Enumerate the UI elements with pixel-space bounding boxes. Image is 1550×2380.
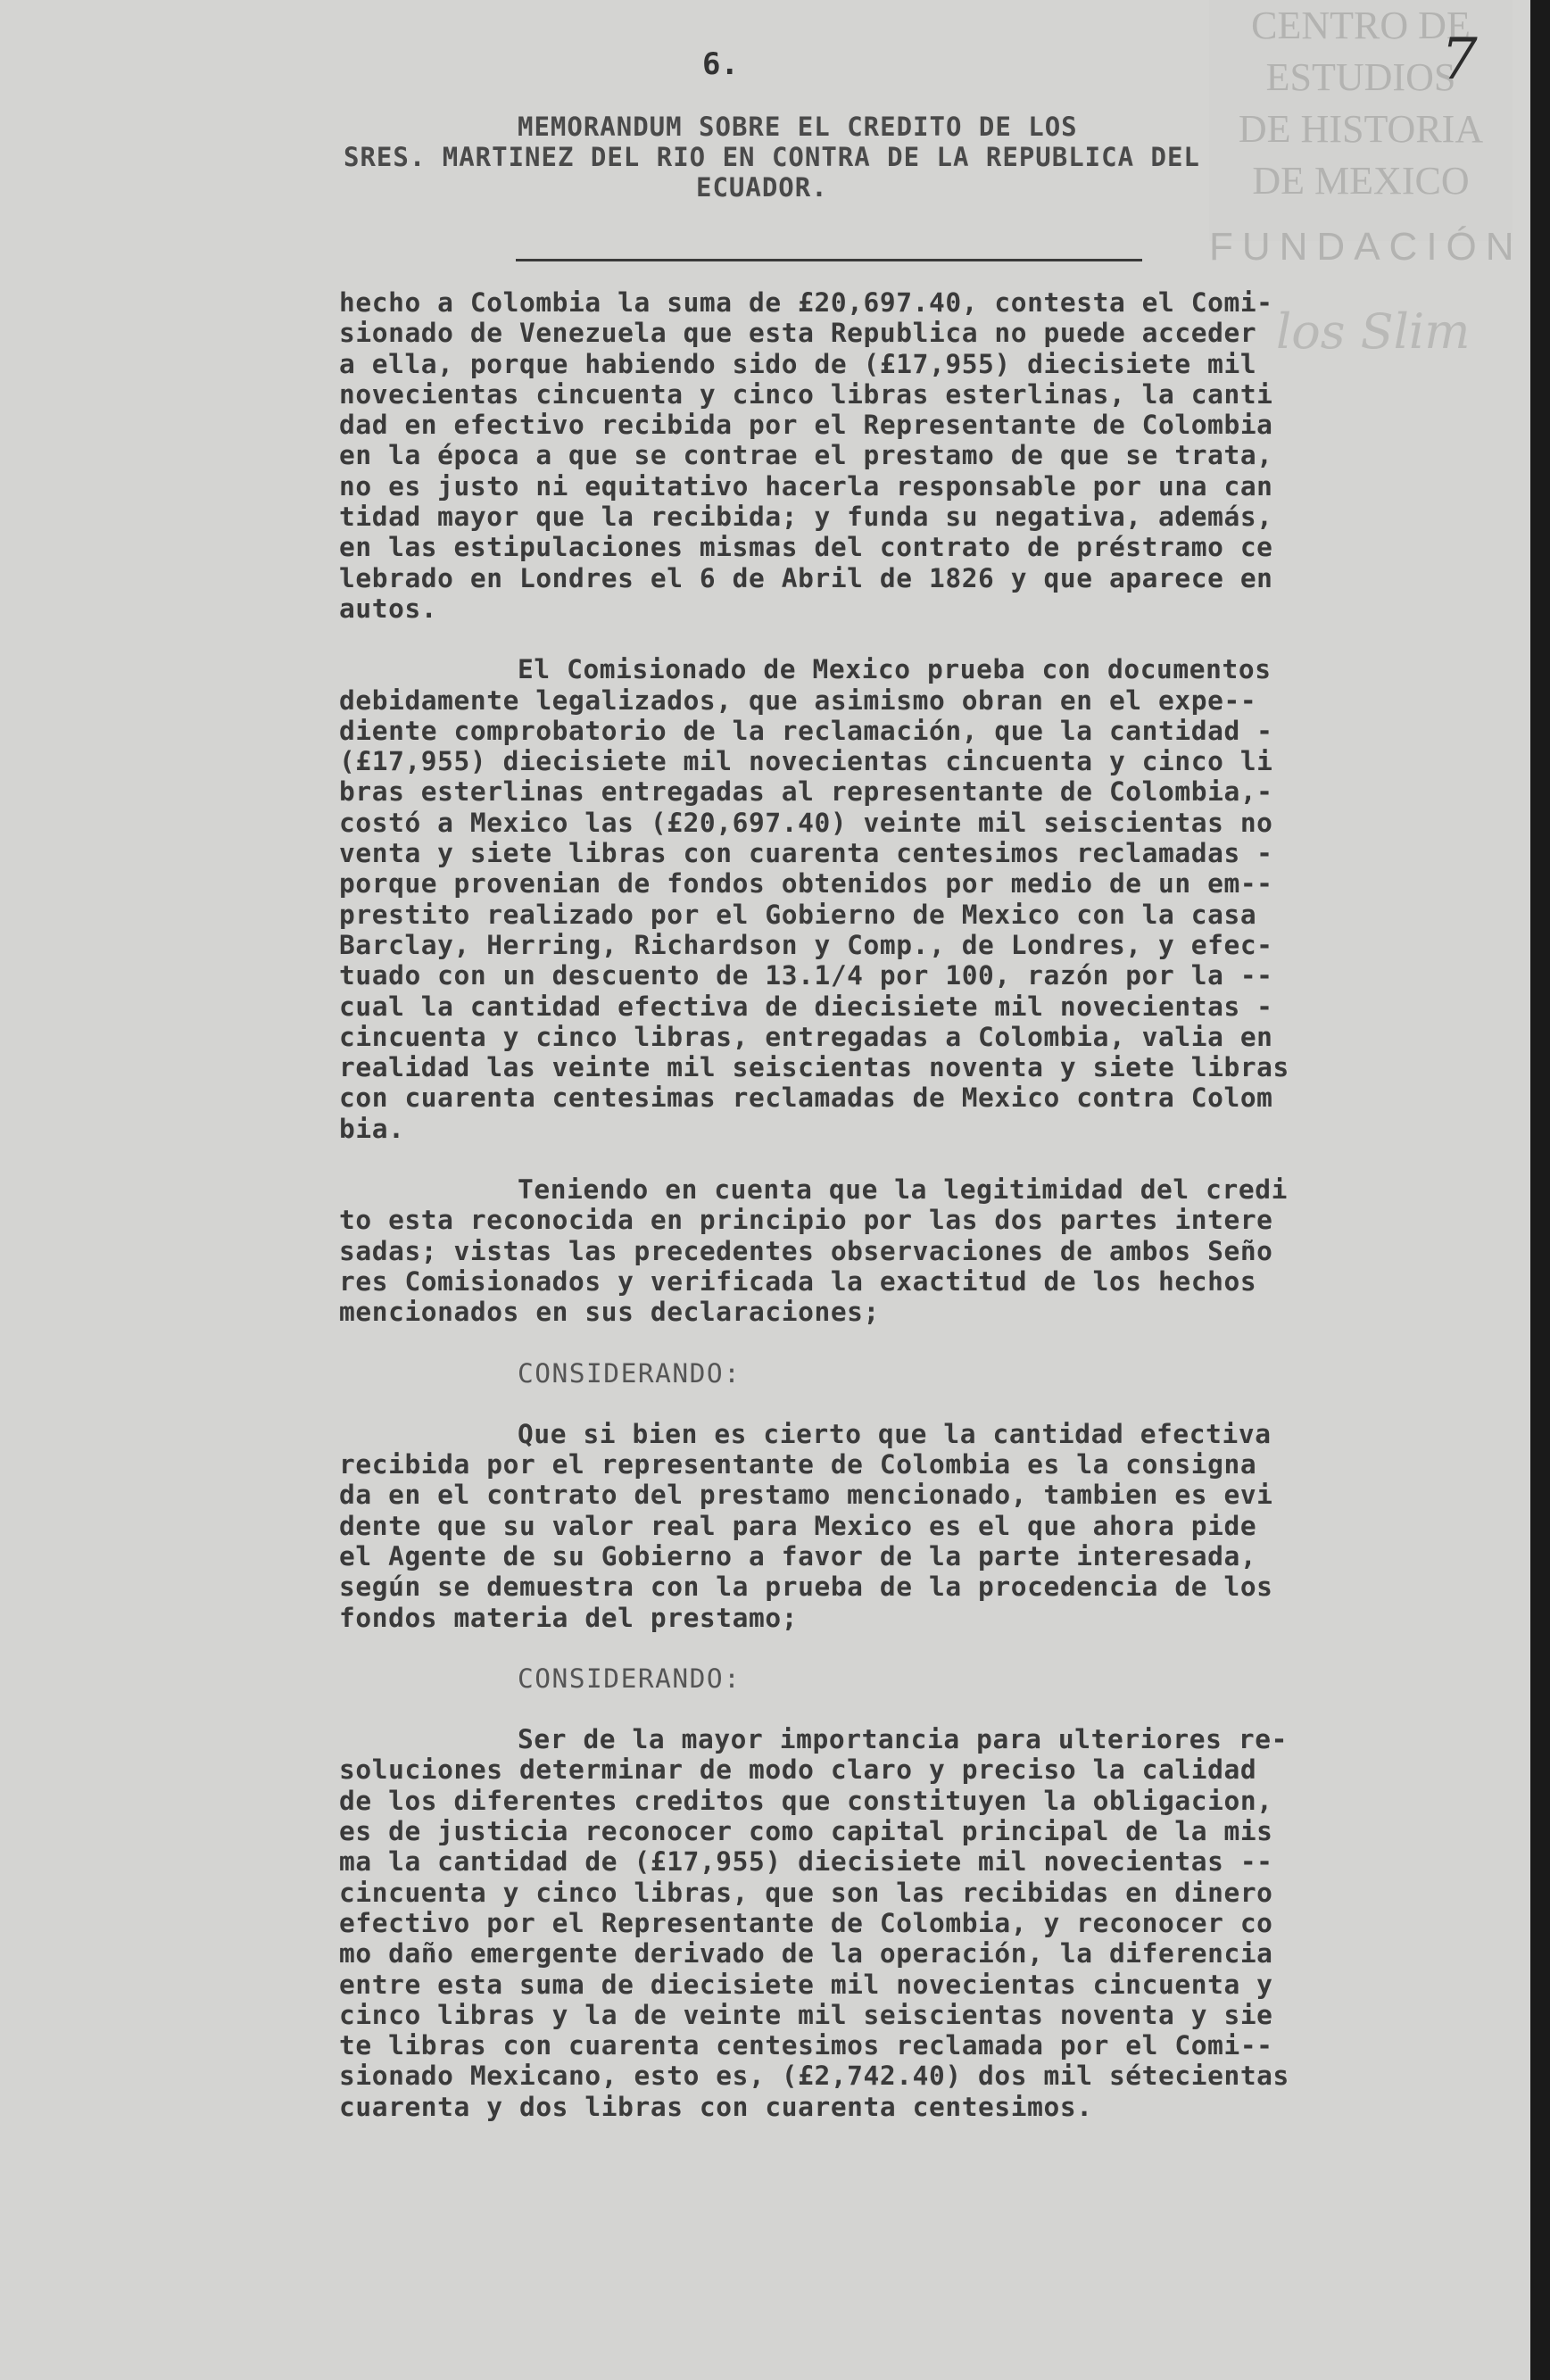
- paragraph: [339, 1419, 1392, 1633]
- text-line: res Comisionados y verificada la exactitud de los hechos: [339, 1265, 1257, 1297]
- watermark-line: ESTUDIOS: [1265, 55, 1456, 99]
- text-line: sadas; vistas las precedentes observaciones de ambos Seño: [339, 1235, 1273, 1266]
- paragraph: [339, 1724, 1392, 2122]
- text-line: (£17,955) diecisiete mil novecientas cincuenta y cinco li: [339, 746, 1273, 777]
- watermark-line: DE HISTORIA: [1238, 107, 1484, 151]
- text-line: prestito realizado por el Gobierno de Mexico con la casa: [339, 899, 1257, 930]
- text-line: ma la cantidad de (£17,955) diecisiete mil novecientas --: [339, 1846, 1273, 1878]
- text-line: es de justicia reconocer como capital principal de la mis: [339, 1816, 1273, 1847]
- text-line: Ser de la mayor importancia para ulteriores re-: [518, 1724, 1288, 1755]
- watermark-signature: los Slim: [1276, 303, 1471, 360]
- paragraph-gap: [339, 1694, 1392, 1724]
- text-line: bia.: [339, 1113, 405, 1144]
- text-line: cual la cantidad efectiva de diecisiete mil novecientas -: [339, 991, 1273, 1022]
- text-line: dad en efectivo recibida por el Representante de Colombia: [339, 410, 1273, 441]
- text-line: El Comisionado de Mexico prueba con documentos: [518, 654, 1272, 685]
- page-number: 6.: [702, 46, 739, 82]
- text-line: Teniendo en cuenta que la legitimidad del credi: [518, 1174, 1288, 1206]
- paragraph-gap: [339, 1633, 1392, 1663]
- text-line: Barclay, Herring, Richardson y Comp., de Londres, y efec-: [339, 929, 1273, 960]
- paragraph: [339, 654, 1392, 1144]
- title-line: SRES. MARTINEZ DEL RIO EN CONTRA DE LA REPUBLICA DEL: [344, 142, 1200, 172]
- text-line: cuarenta y dos libras con cuarenta centesimos.: [339, 2091, 1093, 2122]
- text-line: efectivo por el Representante de Colombia, y reconocer co: [339, 1907, 1273, 1938]
- text-line: autos.: [339, 593, 438, 624]
- watermark-line: CENTRO DE: [1251, 4, 1471, 47]
- section-heading: CONSIDERANDO:: [518, 1357, 742, 1389]
- text-line: cincuenta y cinco libras, entregadas a Colombia, valia en: [339, 1021, 1273, 1052]
- text-line: novecientas cincuenta y cinco libras esterlinas, la canti: [339, 378, 1273, 410]
- text-line: fondos materia del prestamo;: [339, 1602, 799, 1633]
- text-line: porque provenian de fondos obtenidos por medio de un em--: [339, 868, 1273, 900]
- text-line: costó a Mexico las (£20,697.40) veinte mil seiscientas no: [339, 807, 1273, 838]
- paragraph: [339, 287, 1392, 624]
- text-line: bras esterlinas entregadas al representante de Colombia,-: [339, 776, 1273, 808]
- section-heading: CONSIDERANDO:: [518, 1663, 742, 1694]
- text-line: soluciones determinar de modo claro y preciso la calidad: [339, 1754, 1257, 1786]
- memorandum-title: [344, 112, 1325, 203]
- text-line: cincuenta y cinco libras, que son las recibidas en dinero: [339, 1877, 1273, 1908]
- title-line: MEMORANDUM SOBRE EL CREDITO DE LOS: [518, 112, 1078, 142]
- paragraph-gap: [339, 624, 1392, 654]
- text-line: el Agente de su Gobierno a favor de la parte interesada,: [339, 1540, 1257, 1571]
- watermark-foundation: FUNDACIÓN: [1209, 225, 1523, 269]
- text-line: de los diferentes creditos que constituyen la obligacion,: [339, 1785, 1273, 1816]
- text-line: diente comprobatorio de la reclamación, que la cantidad -: [339, 715, 1273, 746]
- paragraph: [339, 1174, 1392, 1327]
- text-line: hecho a Colombia la suma de £20,697.40, contesta el Comi-: [339, 287, 1273, 318]
- folio-number: 7: [1441, 27, 1478, 93]
- text-line: a ella, porque habiendo sido de (£17,955) diecisiete mil: [339, 348, 1257, 379]
- watermark-line: DE MEXICO: [1252, 159, 1470, 203]
- text-line: debidamente legalizados, que asimismo obran en el expe--: [339, 684, 1257, 716]
- text-line: no es justo ni equitativo hacerla responsable por una can: [339, 470, 1273, 502]
- text-line: mo daño emergente derivado de la operación, la diferencia: [339, 1938, 1273, 1970]
- text-line: da en el contrato del prestamo mencionado, tambien es evi: [339, 1480, 1273, 1511]
- text-line: con cuarenta centesimas reclamadas de Mexico contra Colom: [339, 1082, 1273, 1114]
- text-line: to esta reconocida en principio por las dos partes intere: [339, 1205, 1273, 1236]
- title-line: ECUADOR.: [696, 172, 828, 203]
- text-line: Que si bien es cierto que la cantidad efectiva: [518, 1418, 1272, 1449]
- text-line: te libras con cuarenta centesimos reclamada por el Comi--: [339, 2030, 1273, 2061]
- text-line: entre esta suma de diecisiete mil novecientas cincuenta y: [339, 1969, 1273, 2000]
- title-divider: [516, 259, 1142, 261]
- memorandum-body: [339, 287, 1392, 2122]
- text-line: venta y siete libras con cuarenta centesimos reclamadas -: [339, 838, 1273, 869]
- text-line: dente que su valor real para Mexico es el que ahora pide: [339, 1510, 1257, 1541]
- text-line: lebrado en Londres el 6 de Abril de 1826 y que aparece en: [339, 562, 1273, 593]
- paragraph-gap: [339, 1144, 1392, 1174]
- text-line: recibida por el representante de Colombia es la consigna: [339, 1449, 1257, 1480]
- text-line: sionado Mexicano, esto es, (£2,742.40) dos mil sétecientas: [339, 2061, 1289, 2092]
- text-line: según se demuestra con la prueba de la procedencia de los: [339, 1571, 1273, 1603]
- text-line: en las estipulaciones mismas del contrato de préstramo ce: [339, 532, 1273, 563]
- text-line: realidad las veinte mil seiscientas noventa y siete libras: [339, 1052, 1289, 1083]
- text-line: tuado con un descuento de 13.1/4 por 100, razón por la --: [339, 960, 1273, 991]
- text-line: mencionados en sus declaraciones;: [339, 1297, 880, 1328]
- text-line: tidad mayor que la recibida; y funda su negativa, además,: [339, 502, 1273, 533]
- paragraph-gap: [339, 1328, 1392, 1358]
- text-line: en la época a que se contrae el prestamo de que se trata,: [339, 440, 1273, 471]
- text-line: cinco libras y la de veinte mil seiscientas noventa y sie: [339, 1999, 1273, 2030]
- paragraph-gap: [339, 1389, 1392, 1419]
- text-line: sionado de Venezuela que esta Republica no puede acceder: [339, 318, 1257, 349]
